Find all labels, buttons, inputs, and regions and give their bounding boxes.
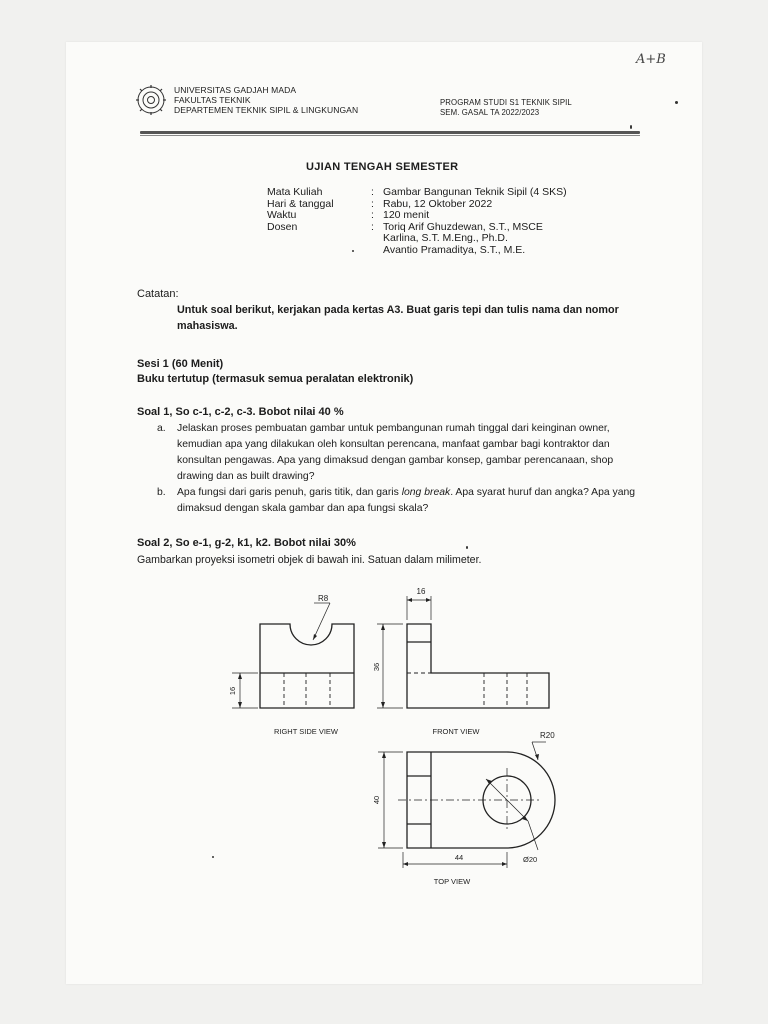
- soal2-heading: Soal 2, So e-1, g-2, k1, k2. Bobot nilai 30%: [137, 537, 356, 549]
- soal1-heading: Soal 1, So c-1, c-2, c-3. Bobot nilai 40 %: [137, 406, 344, 418]
- right-side-view: [260, 624, 354, 708]
- dim-r8: R8: [318, 594, 329, 603]
- semester-name: SEM. GASAL TA 2022/2023: [440, 108, 540, 117]
- faculty-name: FAKULTAS TEKNIK: [174, 95, 251, 105]
- catatan-text: Untuk soal berikut, kerjakan pada kertas A3. Buat garis tepi dan tulis nama dan nomor mahasiswa.: [177, 304, 619, 332]
- dim-40: 40: [372, 795, 381, 805]
- soal2-text: Gambarkan proyeksi isometri objek di bawah ini. Satuan dalam milimeter.: [137, 554, 482, 566]
- arrowhead: [313, 634, 317, 640]
- list-item: b. Apa fungsi dari garis penuh, garis titik, dan garis long break. Apa syarat huruf dan angka? Apa yang dimaksud dengan skala gambar dan apa fungsi skala?: [157, 487, 636, 514]
- department-name: DEPARTEMEN TEKNIK SIPIL & LINGKUNGAN: [174, 105, 359, 115]
- info-row: Mata Kuliah : Gambar Bangunan Teknik Sipil (4 SKS): [267, 186, 567, 198]
- sesi-heading: Sesi 1 (60 Menit): [137, 358, 224, 370]
- dim-r20: R20: [540, 731, 555, 740]
- program-name: PROGRAM STUDI S1 TEKNIK SIPIL: [440, 98, 572, 107]
- info-row: Karlina, S.T. M.Eng., Ph.D.: [383, 232, 508, 244]
- list-item: a. Jelaskan proses pembuatan gambar untuk pembangunan rumah tinggal dari keinginan owner, kemudian apa yang dilakukan oleh konsultan perencana, manfaat gambar bagi kontraktor dan konsultan pengawas. Apa yang dimaksud dengan gambar konsep, gambar perencanaan, shop drawing dan as built drawing?: [157, 423, 614, 482]
- info-row: Dosen : Toriq Arif Ghuzdewan, S.T., MSCE: [267, 220, 543, 233]
- dim-16-top: 16: [416, 587, 426, 596]
- info-row: Avantio Pramaditya, S.T., M.E.: [383, 243, 526, 256]
- dim-36: 36: [372, 662, 381, 672]
- dim-16-side: 16: [228, 686, 237, 696]
- sesi-subheading: Buku tertutup (termasuk semua peralatan elektronik): [137, 373, 414, 385]
- top-view-label: TOP VIEW: [433, 877, 471, 886]
- dim-44: 44: [454, 853, 464, 862]
- handwritten-mark: A+B: [636, 52, 666, 67]
- dim-d20: Ø20: [523, 855, 538, 864]
- catatan-heading: Catatan:: [137, 288, 179, 300]
- exam-title: UJIAN TENGAH SEMESTER: [306, 161, 459, 173]
- arrowhead: [381, 598, 431, 708]
- info-row: Hari & tanggal : Rabu, 12 Oktober 2022: [267, 197, 493, 210]
- front-view-label: FRONT VIEW: [432, 727, 480, 736]
- info-row: Waktu : 120 menit: [267, 209, 430, 221]
- right-side-view-label: RIGHT SIDE VIEW: [273, 727, 339, 736]
- front-view: [407, 624, 549, 708]
- university-name: UNIVERSITAS GADJAH MADA: [174, 85, 297, 95]
- arrowhead: [382, 752, 539, 866]
